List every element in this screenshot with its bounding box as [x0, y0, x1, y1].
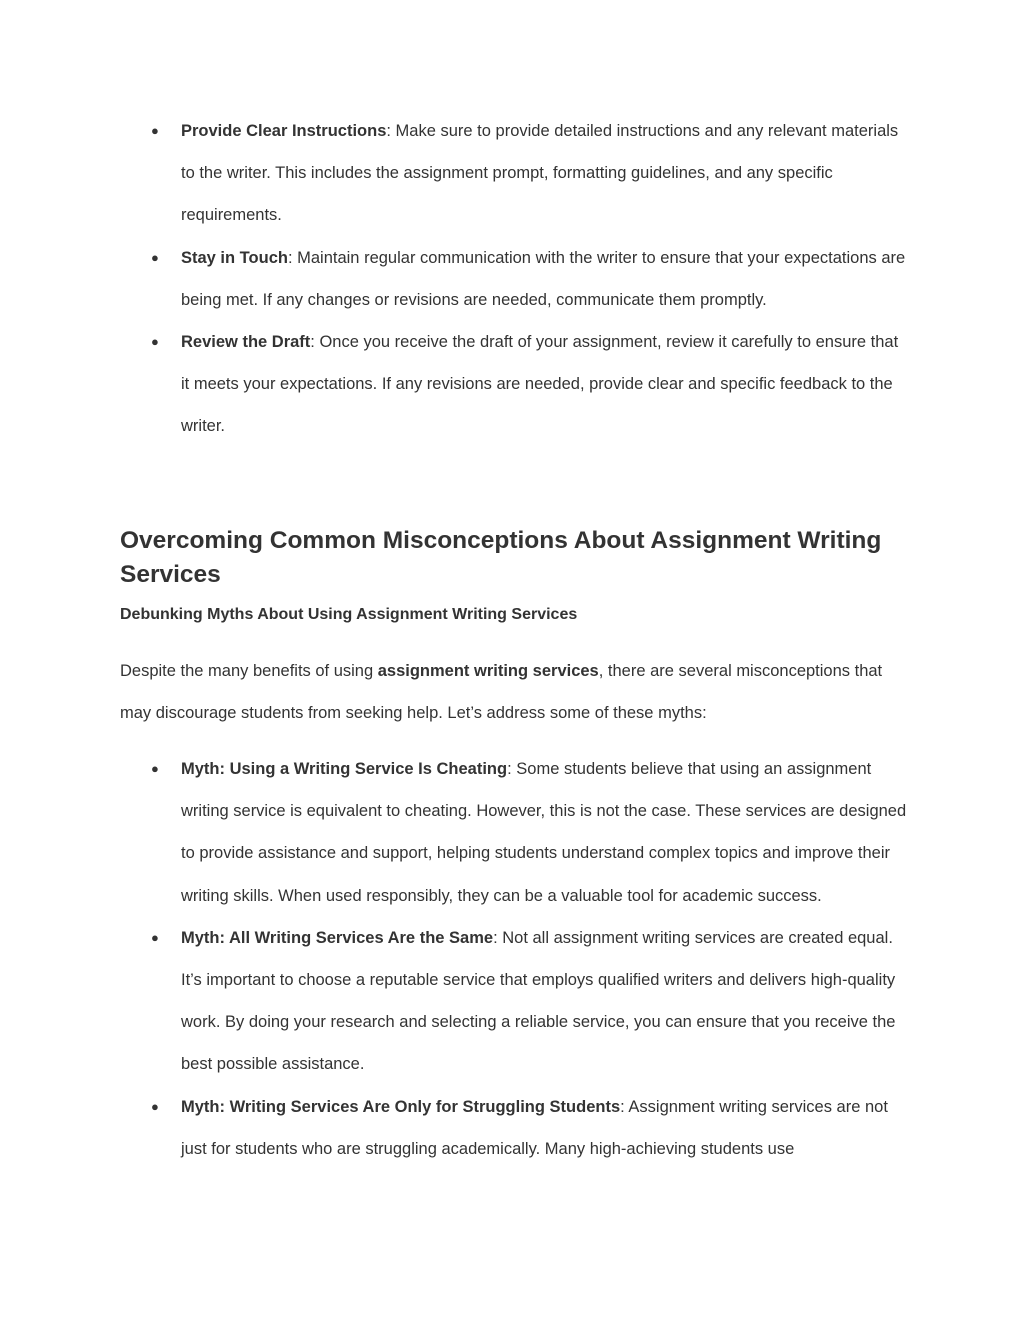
list-item-title: Myth: All Writing Services Are the Same: [181, 928, 494, 947]
intro-paragraph: [120, 650, 910, 734]
intro-bold-phrase: assignment writing services: [377, 662, 599, 680]
section-heading: Overcoming Common Misconceptions About Assignment Writing Services: [120, 527, 882, 588]
list-item-text: : Maintain regular communication with the writer to ensure that your expectations are being met. If any changes or revisions are needed, communicate them promptly.: [181, 248, 906, 309]
list-item-text: : Some students believe that using an assignment writing service is equivalent to cheating. However, this is not the case. These services are designed to provide assistance and support, helping students understand complex topics and improve their writing skills. When used responsibly, they can be a valuable tool for academic success.: [181, 760, 907, 905]
intro-text-after: , there are several misconceptions that may discourage students from seeking help. Let’s address some of these myths:: [120, 662, 883, 723]
list-item: [120, 1086, 910, 1170]
bullet-icon: ●: [151, 1098, 159, 1114]
section-subheading: Debunking Myths About Using Assignment Writing Services: [120, 606, 578, 623]
list-item: [120, 917, 910, 1086]
list-item: [120, 321, 910, 448]
list-item-text: : Not all assignment writing services are created equal. It’s important to choose a reputable service that employs qualified writers and delivers high-quality work. By doing your research and selecting a reliable service, you can ensure that you receive the best possible assistance.: [181, 928, 896, 1074]
list-item-title: Review the Draft: [181, 333, 311, 352]
list-item-title: Myth: Using a Writing Service Is Cheating: [181, 760, 508, 778]
bullet-icon: ●: [151, 249, 159, 265]
list-item-text: : Make sure to provide detailed instructions and any relevant materials to the writer. This includes the assignment prompt, formatting guidelines, and any specific requirements.: [181, 122, 899, 225]
list-item-text: : Once you receive the draft of your assignment, review it carefully to ensure that it meets your expectations. If any revisions are needed, provide clear and specific feedback to the writer.: [181, 333, 899, 436]
list-item-text: : Assignment writing services are not just for students who are struggling academically. Many high-achieving students use: [181, 1097, 888, 1158]
bullet-icon: ●: [151, 123, 159, 138]
list-item: [120, 237, 910, 321]
list-item: [120, 748, 910, 917]
myths-bullet-list: [120, 748, 910, 1170]
list-item-title: Stay in Touch: [181, 248, 288, 267]
intro-text-before: Despite the many benefits of using: [120, 662, 378, 680]
list-item: [120, 110, 910, 237]
bullet-icon: ●: [151, 929, 159, 945]
bullet-icon: ●: [151, 334, 159, 350]
bullet-icon: ●: [151, 761, 159, 776]
list-item-title: Provide Clear Instructions: [181, 122, 387, 140]
list-item-title: Myth: Writing Services Are Only for Struggling Students: [181, 1097, 621, 1116]
instructions-bullet-list: [120, 110, 910, 448]
